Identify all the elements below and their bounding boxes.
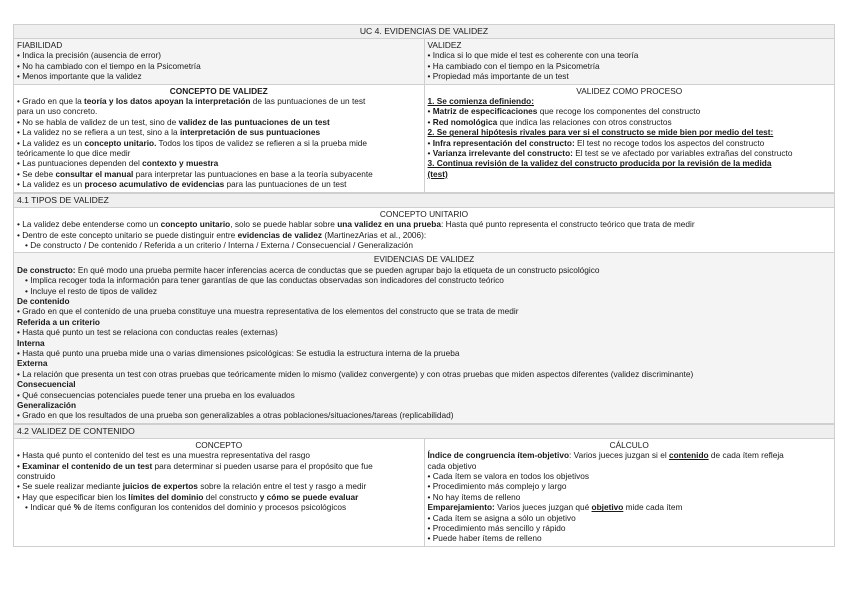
text-run: • Incluye el resto de tipos de validez [25, 285, 158, 296]
text-run: • No ha cambiado con el tiempo en la Psicometría [17, 60, 201, 71]
text-line [428, 492, 832, 502]
text-line [17, 169, 421, 179]
text-run: para interpretar las puntuaciones en base a la teoría subyacente [133, 168, 373, 179]
text-run: juicios de expertos [122, 481, 198, 492]
text-line [17, 338, 831, 348]
text-line [428, 138, 832, 148]
text-run: contenido [668, 450, 709, 461]
evidencias-title: EVIDENCIAS DE VALIDEZ [373, 254, 475, 265]
concepto-unitario-list [17, 219, 831, 250]
text-line [17, 390, 831, 400]
text-line [17, 265, 831, 275]
text-line [17, 230, 831, 240]
text-run: Consecuencial [17, 379, 76, 390]
contenido-concepto-box [14, 439, 424, 546]
contenido-title-bar: 4.2 VALIDEZ DE CONTENIDO [13, 424, 835, 439]
text-run: De contenido [17, 295, 70, 306]
text-run: • Hasta qué punto un test se relaciona con conductas reales (externas) [17, 327, 278, 338]
text-line [17, 158, 421, 168]
text-line [17, 492, 421, 502]
text-line [17, 50, 421, 60]
text-run: En qué modo una prueba permite hacer inferencias acerca de conductas que se pueden agrupar bajo la etiqueta de un constructo psicológico [75, 264, 600, 275]
text-line [428, 106, 832, 116]
text-line [428, 61, 832, 71]
text-line [428, 513, 832, 523]
text-run: teóricamente lo que dice medir [17, 148, 131, 159]
text-run: para un uso concreto. [17, 106, 98, 117]
text-run: • Qué consecuencias potenciales puede tener una prueba en los evaluados [17, 389, 295, 400]
text-run: límites del dominio [128, 491, 204, 502]
text-run: • Propiedad más importante de un test [427, 71, 569, 82]
text-run: Varianza irrelevante del constructo: [432, 148, 573, 159]
text-line [17, 317, 831, 327]
text-line [428, 158, 832, 168]
text-line [428, 127, 832, 137]
text-run: , solo se puede hablar sobre [230, 219, 338, 230]
text-run: Índice de congruencia ítem-objetivo [427, 450, 570, 461]
text-run: para las puntuaciones de un test [224, 179, 347, 190]
concepto-validez-list [17, 96, 421, 190]
text-line [17, 481, 421, 491]
text-run: mide cada ítem [623, 502, 683, 513]
text-run: del constructo [203, 491, 260, 502]
text-line [428, 169, 832, 179]
text-line [17, 410, 831, 420]
text-run: interpretación de sus puntuaciones [179, 127, 321, 138]
text-run: • [427, 137, 433, 148]
text-run: de las puntuaciones de un test [250, 96, 366, 107]
text-run: y cómo se puede evaluar [259, 491, 359, 502]
text-run: : Varios jueces juzgan si el [569, 450, 669, 461]
contenido-concepto-list [17, 450, 421, 512]
text-run: • Grado en que los resultados de una prueba son generalizables a otras poblaciones/situaciones/tareas (replicabilidad) [17, 410, 454, 421]
text-run: • No hay ítems de relleno [427, 491, 521, 502]
text-line [17, 179, 421, 189]
text-run: • Las puntuaciones dependen del [17, 158, 143, 169]
concepto-validez-box [14, 85, 424, 192]
text-line [17, 306, 831, 316]
concepto-unitario-title: CONCEPTO UNITARIO [379, 208, 469, 219]
calculo-box [424, 439, 835, 546]
contenido-section [13, 439, 835, 547]
text-run: • [427, 116, 433, 127]
text-run: que indica las relaciones con otros constructos [497, 116, 672, 127]
text-run: Interna [17, 337, 45, 348]
text-line [428, 533, 832, 543]
text-line [17, 240, 831, 250]
text-run: • Ha cambiado con el tiempo en la Psicometría [427, 60, 600, 71]
text-run: • Cada ítem se asigna a sólo un objetivo [427, 512, 576, 523]
text-run: Emparejamiento: [427, 502, 495, 513]
concepto-validez-title: CONCEPTO DE VALIDEZ [169, 85, 268, 96]
text-run: • Hay que especificar bien los [17, 491, 129, 502]
text-run: Varios jueces juzgan qué [494, 502, 592, 513]
text-run: Infra representación del constructo: [432, 137, 575, 148]
contenido-concepto-title: CONCEPTO [195, 439, 243, 450]
text-line [17, 358, 831, 368]
text-run: teoría y los datos apoyan la interpretación [84, 96, 251, 107]
concepto-unitario-box [14, 208, 834, 253]
text-line [428, 502, 832, 512]
fiabilidad-list [17, 50, 421, 81]
text-line [17, 127, 421, 137]
text-run: concepto unitario [160, 219, 231, 230]
text-run: de cada ítem refleja [708, 450, 784, 461]
text-run: para determinar si pueden usarse para el propósito que fue [152, 460, 373, 471]
text-run: Referida a un criterio [17, 316, 100, 327]
text-run: Todos los tipos de validez se refieren a si la prueba mide [156, 137, 368, 148]
text-line [17, 502, 421, 512]
text-run: El test se ve afectado por variables extrañas del constructo [572, 148, 793, 159]
text-line [428, 50, 832, 60]
text-line [428, 450, 832, 460]
text-run: 1. Se comienza definiendo: [427, 96, 534, 107]
text-run: Externa [17, 358, 48, 369]
text-run: • Dentro de este concepto unitario se puede distinguir entre [17, 229, 238, 240]
text-run: • La validez debe entenderse como un [17, 219, 161, 230]
text-line [428, 148, 832, 158]
text-run: • Implica recoger toda la información para tener garantías de que las conductas observadas son indicadores del constructo teórico [25, 275, 504, 286]
calculo-list [428, 450, 832, 544]
validez-list [428, 50, 832, 81]
text-run: contexto y muestra [142, 158, 219, 169]
calculo-title: CÁLCULO [609, 439, 649, 450]
text-run: cada objetivo [427, 460, 477, 471]
text-run: • Hasta qué punto el contenido del test es una muestra representativa del rasgo [17, 450, 311, 461]
text-line [17, 379, 831, 389]
text-run: • Indicar qué [25, 502, 74, 513]
text-line [428, 117, 832, 127]
validez-box [424, 39, 835, 84]
text-run: • Se suele realizar mediante [17, 481, 123, 492]
text-run: Examinar el contenido de un test [22, 460, 153, 471]
text-run: Matriz de especificaciones [432, 106, 538, 117]
text-run: • Se debe [17, 168, 56, 179]
text-line [17, 71, 421, 81]
text-run: • La relación que presenta un test con otras pruebas que teóricamente miden lo mismo (validez convergente) y con otras pruebas que miden aspectos diferentes (validez discriminante) [17, 368, 694, 379]
text-run: • Grado en que la [17, 96, 85, 107]
text-run: • La validez no se refiera a un test, sino a la [17, 127, 180, 138]
text-line [428, 96, 832, 106]
text-run: • No se habla de validez de un test, sino de [17, 116, 179, 127]
text-run: concepto unitario. [84, 137, 157, 148]
text-run: 3. Continua revisión de la validez del constructo producida por la revisión de la medida [427, 158, 772, 169]
text-run: • Puede haber ítems de relleno [427, 533, 542, 544]
text-line [17, 296, 831, 306]
text-run: • Procedimiento más sencillo y rápido [427, 523, 566, 534]
text-line [17, 461, 421, 471]
text-line [428, 481, 832, 491]
text-run: • Procedimiento más complejo y largo [427, 481, 567, 492]
text-run: De constructo: [17, 264, 76, 275]
fiabilidad-validez-row [14, 39, 834, 84]
text-run: : Hasta qué punto representa el constructo teórico que trata de medir [440, 219, 695, 230]
text-run: una validez en una prueba [337, 219, 441, 230]
text-line [428, 471, 832, 481]
validez-title: VALIDEZ [427, 40, 462, 50]
text-line [17, 219, 831, 229]
fiabilidad-box [14, 39, 424, 84]
tipos-section [13, 208, 835, 424]
validez-proceso-title: VALIDEZ COMO PROCESO [576, 85, 683, 96]
text-run: (test) [427, 168, 448, 179]
text-run: • Hasta qué punto una prueba mide una o varias dimensiones psicológicas: Se estudia la estructura interna de la prueba [17, 347, 460, 358]
tipos-title-bar: 4.1 TIPOS DE VALIDEZ [13, 193, 835, 208]
text-line [17, 61, 421, 71]
text-run: proceso acumulativo de evidencias [84, 179, 225, 190]
concepto-calculo-row [14, 439, 834, 546]
text-line [17, 106, 421, 116]
text-run: construido [17, 471, 56, 482]
text-line [17, 286, 831, 296]
validez-proceso-list [428, 96, 832, 179]
text-line [428, 523, 832, 533]
text-line [428, 461, 832, 471]
text-run: validez de las puntuaciones de un test [178, 116, 330, 127]
uc4-title-bar: UC 4. EVIDENCIAS DE VALIDEZ [13, 24, 835, 39]
text-line [17, 348, 831, 358]
text-line [17, 275, 831, 285]
text-run: • Indica si lo que mide el test es coherente con una teoría [427, 50, 639, 61]
text-run: consultar el manual [55, 168, 134, 179]
text-line [17, 327, 831, 337]
text-run: 2. Se general hipótesis rivales para ver si el constructo se mide bien por medio del test: [427, 127, 774, 138]
text-run: • De constructo / De contenido / Referida a un criterio / Interna / Externa / Consecuencial / Generalización [25, 239, 413, 250]
text-run: objetivo [591, 502, 624, 513]
text-run: • [427, 106, 433, 117]
text-run: % [73, 502, 81, 513]
text-line [17, 400, 831, 410]
text-line [17, 96, 421, 106]
uc4-section [13, 39, 835, 193]
text-line [17, 117, 421, 127]
study-sheet [13, 24, 835, 547]
text-run: • Grado en que el contenido de una prueba constituye una muestra representativa de los elementos del constructo que se trata de medir [17, 306, 519, 317]
text-run: evidencias de validez [237, 229, 323, 240]
text-run: • Indica la precisión (ausencia de error) [17, 50, 162, 61]
text-line [17, 138, 421, 148]
text-run: de ítems configuran los contenidos del dominio y procesos psicológicos [80, 502, 347, 513]
text-run: • La validez es un [17, 179, 85, 190]
text-run: que recoge los componentes del constructo [537, 106, 701, 117]
text-line [17, 471, 421, 481]
text-line [17, 369, 831, 379]
text-line [17, 450, 421, 460]
text-run: Generalización [17, 400, 77, 410]
text-run: Red nomológica [432, 116, 498, 127]
text-run: • Menos importante que la validez [17, 71, 142, 82]
text-run: sobre la relación entre el test y rasgo a medir [197, 481, 367, 492]
text-line [17, 148, 421, 158]
text-run: El test no recoge todos los aspectos del constructo [574, 137, 765, 148]
text-run: • [427, 148, 433, 159]
text-line [428, 71, 832, 81]
text-run: (MartinezArias et al., 2006): [322, 229, 427, 240]
concepto-proceso-row [14, 84, 834, 192]
fiabilidad-title: FIABILIDAD [17, 40, 63, 50]
text-run: • La validez es un [17, 137, 85, 148]
text-run: • Cada ítem se valora en todos los objetivos [427, 471, 590, 482]
evidencias-list [17, 265, 831, 421]
evidencias-box [14, 252, 834, 423]
text-run: • [17, 460, 23, 471]
validez-proceso-box [424, 85, 835, 192]
